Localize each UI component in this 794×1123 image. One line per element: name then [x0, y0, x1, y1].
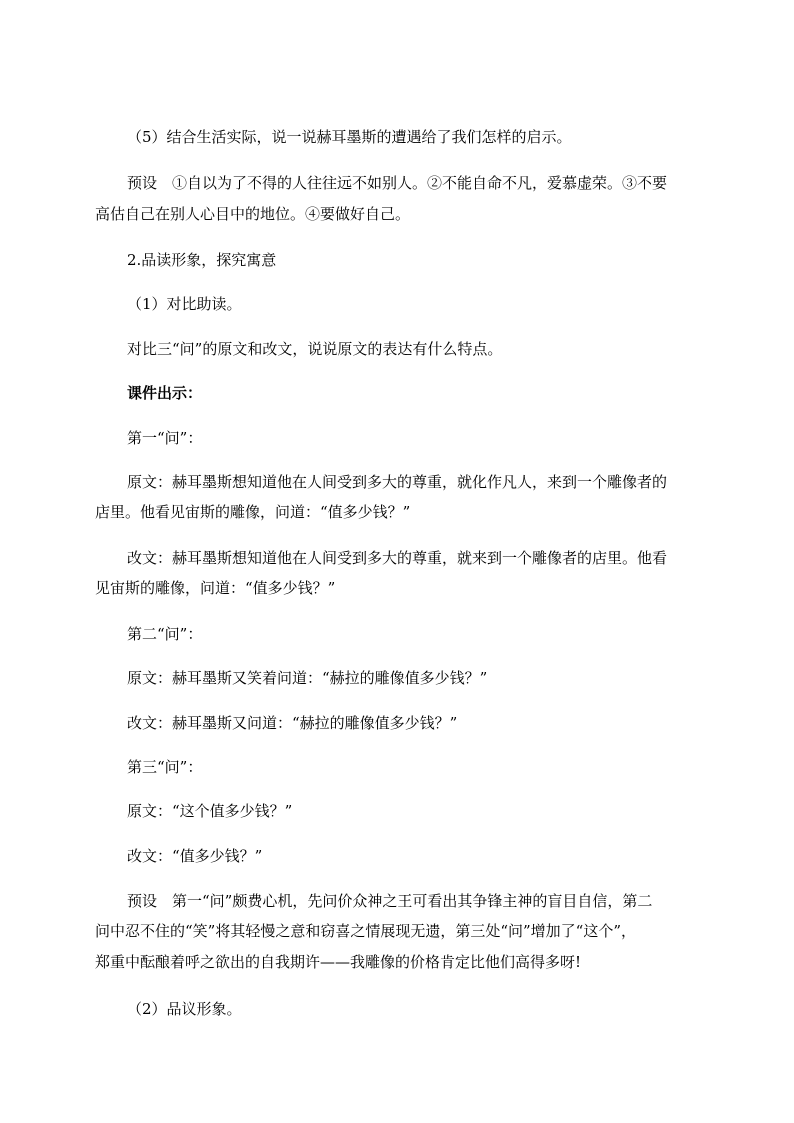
courseware-label: 课件出示： [127, 384, 203, 402]
question-2-revised: 改文：赫耳墨斯又问道：“赫拉的雕像值多少钱？” [127, 714, 458, 732]
question-1-original-line-1: 原文：赫耳墨斯想知道他在人间受到多大的尊重，就化作凡人，来到一个雕像者的 [127, 473, 668, 491]
question-1-revised-line-2: 见宙斯的雕像，问道：“值多少钱？” [95, 579, 336, 597]
question-3-original: 原文：“这个值多少钱？” [127, 802, 293, 820]
subsection-2-heading: （2）品议形象。 [127, 1000, 242, 1018]
section-2-heading: 2.品读形象，探究寓意 [127, 251, 277, 269]
instruction-text: 对比三“问”的原文和改文，说说原文的表达有什么特点。 [127, 340, 503, 358]
question-2-heading: 第二“问”： [127, 625, 203, 643]
preset-1-line-1: 预设 ①自以为了不得的人往往远不如别人。②不能自命不凡，爱慕虚荣。③不要 [127, 174, 668, 192]
preset-2-line-2: 问中忍不住的“笑”将其轻慢之意和窃喜之情展现无遗，第三处“问”增加了“这个”， [95, 922, 637, 940]
question-3-revised: 改文：“值多少钱？” [127, 847, 263, 865]
question-1-heading: 第一“问”： [127, 429, 203, 447]
question-1-original-line-2: 店里。他看见宙斯的雕像，问道：“值多少钱？” [95, 503, 411, 521]
preset-2-line-3: 郑重中酝酿着呼之欲出的自我期许——我雕像的价格肯定比他们高得多呀! [95, 953, 582, 971]
question-1-revised-line-1: 改文：赫耳墨斯想知道他在人间受到多大的尊重，就来到一个雕像者的店里。他看 [127, 549, 668, 567]
question-5: （5）结合生活实际，说一说赫耳墨斯的遭遇给了我们怎样的启示。 [127, 128, 572, 146]
subsection-1-heading: （1）对比助读。 [127, 295, 242, 313]
preset-2-line-1: 预设 第一“问”颇费心机，先问价众神之王可看出其争锋主神的盲目自信，第二 [127, 892, 653, 910]
preset-1-line-2: 高估自己在别人心目中的地位。④要做好自己。 [95, 205, 411, 223]
question-2-original: 原文：赫耳墨斯又笑着问道：“赫拉的雕像值多少钱？” [127, 669, 488, 687]
question-3-heading: 第三“问”： [127, 758, 203, 776]
